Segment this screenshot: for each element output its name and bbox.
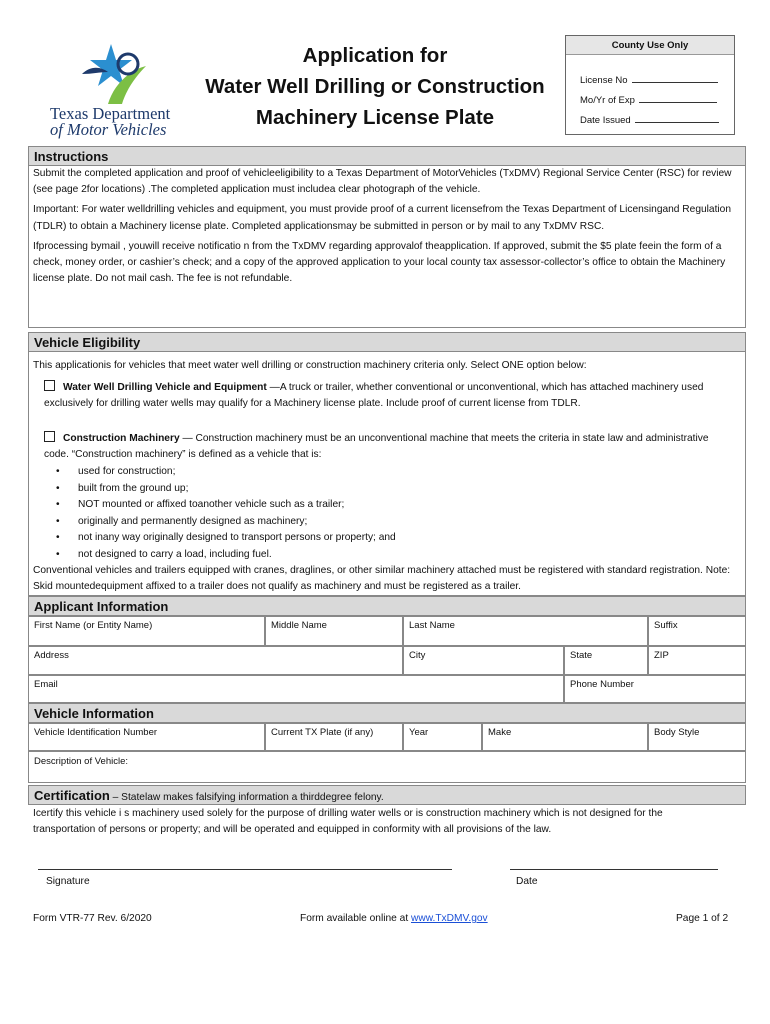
form-title (200, 40, 550, 133)
address-field[interactable] (28, 646, 403, 675)
suffix-field[interactable] (648, 616, 746, 646)
txdmv-logo-icon (78, 44, 148, 106)
title-line1: Application for (302, 44, 448, 67)
first-name-field[interactable] (28, 616, 265, 646)
instructions-p3: Ifprocessing bymail , youwill receive notificatio n from the TxDMV regarding approvalof theapplication. If approved, submit the $5 plate feein the form of a check, money order, or cashier’s check; and a copy of the approved application to your local county tax assessor-collector’s office to obtain the Machinery license plate. Do not mail cash. The fee is not refundable. (33, 240, 726, 285)
option-water-well (44, 380, 734, 413)
plate-label: Current TX Plate (if any) (271, 727, 374, 738)
middle-name-label: Middle Name (271, 620, 327, 631)
certification-text: Icertify this vehicle i s machinery used solely for the purpose of drilling water wells or is construction machinery which is not designed for the transportation of persons or property; and will be operated and equipped in conformity with all provisions of the law. (33, 808, 663, 836)
instructions-text (33, 166, 745, 287)
title-line3: Machinery License Plate (255, 106, 495, 129)
instructions-p2: Important: For water welldrilling vehicles and equipment, you must provide proof of a current licensefrom the Texas Department of Licensingand Regulation (TDLR) to obtain a Machinery license plate. Completed applicationsmay be submitted in person or by mail to any TxDMV RSC. (33, 204, 732, 232)
body-style-field[interactable] (648, 723, 746, 751)
list-item: • not designed to carry a load, including fuel. (56, 547, 396, 564)
date-issued-field[interactable] (580, 114, 719, 126)
certification-subheading: – Statelaw makes falsifying information a thirddegree felony. (109, 792, 384, 803)
agency-line2: of Motor Vehicles (50, 120, 167, 139)
signature-label: Signature (46, 876, 90, 887)
page-number: Page 1 of 2 (676, 913, 729, 924)
year-field[interactable] (403, 723, 482, 751)
option1-text: —A truck or trailer, whether conventional or unconventional, which has attached machinery used exclusively for drilling water wells may qualify for a Machinery license plate. Include proof of current license from TDLR. (44, 382, 704, 410)
county-use-heading: County Use Only (566, 36, 734, 55)
city-field[interactable] (403, 646, 564, 675)
license-no-label: License No (580, 75, 628, 86)
phone-label: Phone Number (570, 679, 634, 690)
signature-line[interactable] (38, 869, 452, 870)
make-label: Make (488, 727, 512, 738)
agency-name (50, 106, 190, 138)
date-label: Date (516, 876, 538, 887)
suffix-label: Suffix (654, 620, 678, 631)
footer-available (300, 913, 488, 924)
option-construction (44, 431, 734, 464)
mo-yr-exp-field[interactable] (580, 94, 717, 106)
vin-label: Vehicle Identification Number (34, 727, 158, 738)
eligibility-intro: This applicationis for vehicles that meet water well drilling or construction machinery criteria only. Select ONE option below: (33, 360, 587, 371)
zip-field[interactable] (648, 646, 746, 675)
plate-field[interactable] (265, 723, 403, 751)
footer-available-text: Form available online at (300, 913, 411, 924)
phone-field[interactable] (564, 675, 746, 703)
year-label: Year (409, 727, 429, 738)
date-line[interactable] (510, 869, 718, 870)
last-name-label: Last Name (409, 620, 455, 631)
txdmv-link[interactable]: www.TxDMV.gov (411, 913, 488, 924)
body-style-label: Body Style (654, 727, 700, 738)
option1-title: Water Well Drilling Vehicle and Equipment (63, 382, 267, 393)
eligibility-closing: Conventional vehicles and trailers equipped with cranes, draglines, or other similar machinery attached must be registered with standard registration. Note: Skid mountedequipment affixed to a trailer does not qualify as machinery and must be registered as a trailer. (33, 565, 731, 593)
title-line2: Water Well Drilling or Construction (205, 75, 545, 98)
instructions-heading: Instructions (28, 146, 746, 166)
certification-header (28, 785, 746, 805)
first-name-label: First Name (or Entity Name) (34, 620, 153, 631)
list-item: • originally and permanently designed as machinery; (56, 514, 396, 531)
vin-field[interactable] (28, 723, 265, 751)
date-issued-label: Date Issued (580, 115, 631, 126)
make-field[interactable] (482, 723, 648, 751)
agency-line1: Texas Department (50, 104, 171, 123)
county-use-box (565, 35, 735, 135)
list-item: • NOT mounted or affixed toanother vehicle such as a trailer; (56, 497, 396, 514)
water-well-checkbox[interactable] (44, 380, 55, 391)
applicant-heading: Applicant Information (28, 596, 746, 616)
description-label: Description of Vehicle: (34, 756, 128, 767)
instructions-p1: Submit the completed application and proof of vehicleeligibility to a Texas Department of MotorVehicles (TxDMV) Regional Service Center (RSC) for review (see page 2for locations) .The completed application must includea clear photograph of the vehicle. (33, 168, 732, 196)
construction-checkbox[interactable] (44, 431, 55, 442)
email-field[interactable] (28, 675, 564, 703)
option2-title: Construction Machinery (63, 433, 180, 444)
list-item: • not inany way originally designed to transport persons or property; and (56, 530, 396, 547)
form-number: Form VTR-77 Rev. 6/2020 (33, 913, 152, 924)
list-item: • built from the ground up; (56, 481, 396, 498)
city-label: City (409, 650, 426, 661)
option2-text: — Construction machinery must be an unconventional machine that meets the criteria in state law and administrative code. “Construction machinery” is defined as a vehicle that is: (44, 433, 709, 461)
middle-name-field[interactable] (265, 616, 403, 646)
last-name-field[interactable] (403, 616, 648, 646)
vehicle-heading: Vehicle Information (28, 703, 746, 723)
email-label: Email (34, 679, 58, 690)
address-label: Address (34, 650, 69, 661)
zip-label: ZIP (654, 650, 669, 661)
certification-heading: Certification (34, 788, 110, 803)
license-no-field[interactable] (580, 74, 718, 86)
state-label: State (570, 650, 593, 661)
mo-yr-exp-label: Mo/Yr of Exp (580, 95, 635, 106)
list-item: • used for construction; (56, 464, 396, 481)
criteria-list (56, 464, 396, 564)
state-field[interactable] (564, 646, 648, 675)
eligibility-heading: Vehicle Eligibility (28, 332, 746, 352)
description-field[interactable] (28, 751, 746, 783)
